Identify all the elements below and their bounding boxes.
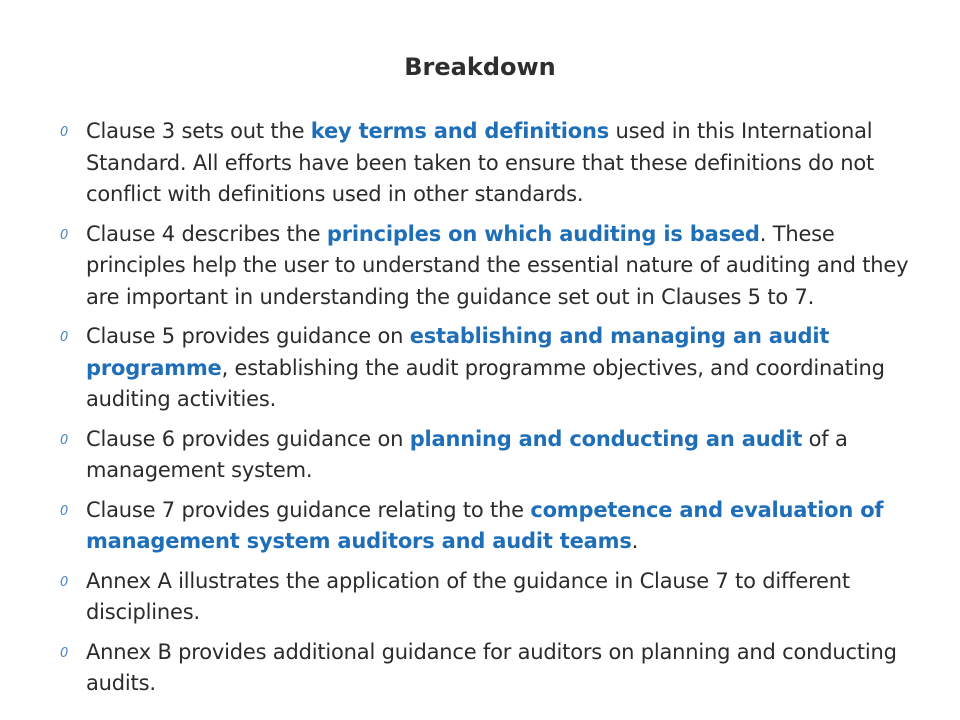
bullet-item-annex-b [60,637,932,700]
bullet-marker: 0 [60,503,69,519]
bullet-item-clause-4 [60,219,932,314]
bullet-text: Annex B provides additional guidance for auditors on planning and conducting audits. [86,639,897,695]
bullet-item-clause-3 [60,116,932,211]
bullet-marker: 0 [60,125,69,140]
bullet-text: . [631,529,639,553]
bullet-marker: 0 [60,432,69,448]
bullet-highlight: principles on which auditing is based [326,221,760,246]
bullet-highlight: establishing and managing an audit programme [86,324,830,380]
bullet-marker: 0 [60,574,69,590]
bullet-marker: 0 [60,227,69,243]
bullet-marker: 0 [60,645,69,661]
bullet-list [60,116,932,708]
bullet-item-annex-a [60,566,932,629]
bullet-text: Clause 7 provides guidance relating to the [86,497,531,522]
bullet-item-clause-5 [60,321,932,416]
bullet-text: used in this International Standard. All efforts have been taken to ensure that these definitions do not conflict with definitions used in other standards. [86,119,875,206]
bullet-text: , establishing the audit programme objectives, and coordinating auditing activities. [86,355,885,411]
bullet-highlight: planning and conducting an audit [409,426,803,451]
bullet-text: Clause 4 describes the [86,221,327,246]
bullet-highlight: key terms and definitions [310,119,610,143]
bullet-item-clause-6 [60,424,932,487]
bullet-text: Clause 3 sets out the [86,119,311,143]
bullet-item-clause-7 [60,495,932,558]
bullet-text: Clause 6 provides guidance on [86,426,410,451]
slide-title: Breakdown [404,53,556,81]
bullet-text: . These principles help the user to understand the essential nature of auditing and they are important in understanding the guidance set out in Clauses 5 to 7. [86,221,909,309]
bullet-text: Clause 5 provides guidance on [86,324,410,348]
bullet-marker: 0 [60,330,69,345]
bullet-highlight: competence and evaluation of management system auditors and audit teams [86,497,884,553]
bullet-text: Annex A illustrates the application of the guidance in Clause 7 to different disciplines. [86,568,850,624]
bullet-text: of a management system. [86,426,848,482]
